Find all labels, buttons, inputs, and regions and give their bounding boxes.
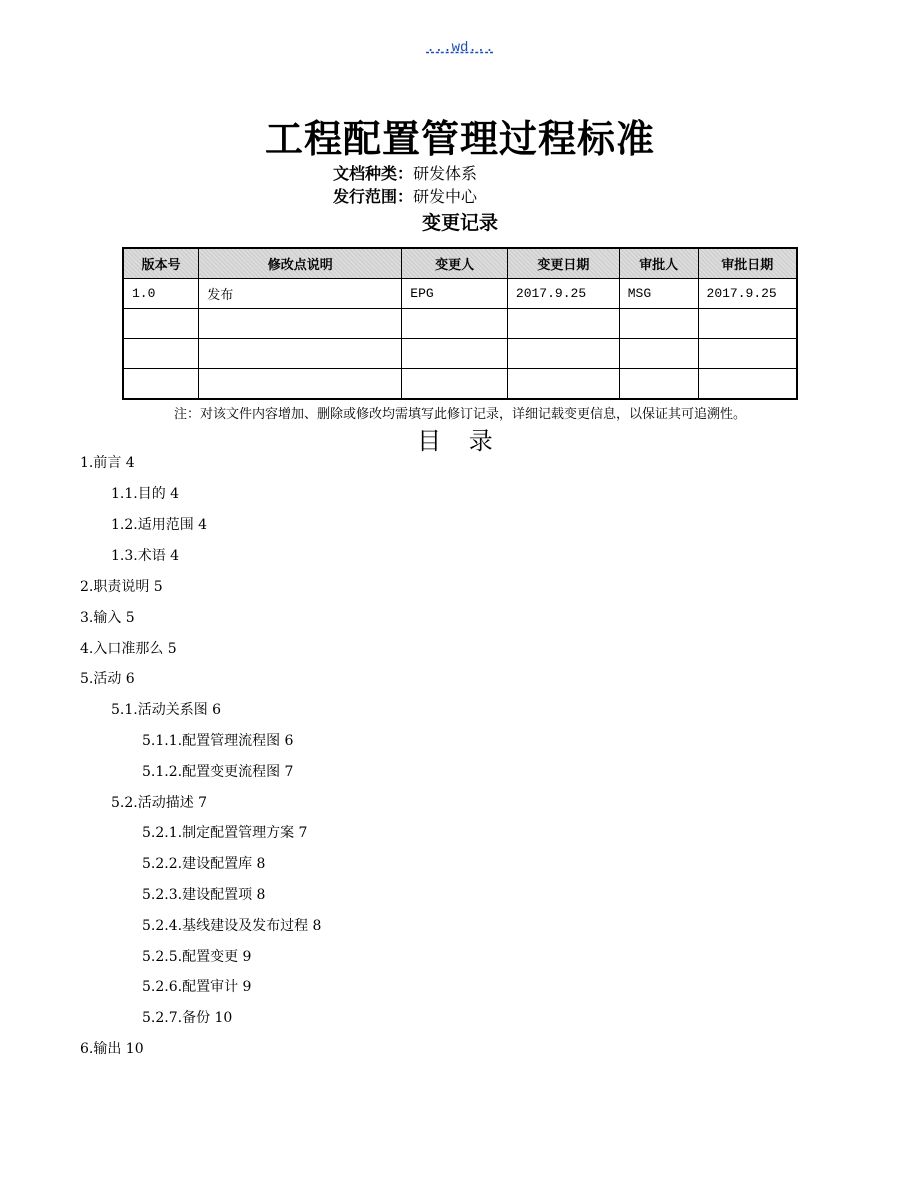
document-title: 工程配置管理过程标准	[264, 117, 655, 161]
column-header: 变更日期	[507, 248, 619, 279]
table-row	[123, 309, 797, 339]
column-header: 审批人	[619, 248, 698, 279]
table-cell	[123, 339, 199, 369]
table-cell	[619, 369, 698, 400]
table-cell: 2017.9.25	[698, 279, 797, 309]
toc-entry[interactable]: 5.1.2.配置变更流程图 7	[142, 764, 294, 780]
table-cell	[698, 369, 797, 400]
table-cell: 发布	[199, 279, 402, 309]
table-row	[123, 369, 797, 400]
toc-entry[interactable]: 1.3.术语 4	[111, 548, 180, 564]
column-header: 审批日期	[698, 248, 797, 279]
table-row	[123, 279, 797, 309]
change-log-table	[122, 247, 798, 400]
scope-label: 发行范围：	[333, 187, 414, 206]
toc-entry[interactable]: 5.2.4.基线建设及发布过程 8	[142, 918, 322, 934]
doc-type-line	[333, 161, 477, 184]
toc-entry[interactable]: 5.2.7.备份 10	[142, 1010, 233, 1026]
toc-entry[interactable]: 5.1.活动关系图 6	[111, 702, 222, 718]
table-cell	[507, 339, 619, 369]
column-header: 版本号	[123, 248, 199, 279]
table-cell	[199, 369, 402, 400]
doc-type-value: 研发体系	[413, 164, 478, 183]
toc-entry[interactable]: 1.1.目的 4	[111, 486, 180, 502]
change-log-note: 注：对该文件内容增加、删除或修改均需填写此修订记录，详细记载变更信息，以保证其可追溯性。	[173, 407, 746, 422]
table-cell	[507, 369, 619, 400]
change-log-title: 变更记录	[421, 212, 498, 234]
table-cell: EPG	[402, 279, 508, 309]
table-cell	[698, 309, 797, 339]
table-cell	[199, 309, 402, 339]
toc-entry[interactable]: 5.2.5.配置变更 9	[142, 949, 252, 965]
toc-entry[interactable]: 5.活动 6	[80, 671, 135, 687]
doc-type-label: 文档种类：	[333, 164, 414, 183]
toc-title: 目 录	[417, 427, 503, 455]
table-cell	[698, 339, 797, 369]
header-link-text[interactable]: ...wd...	[426, 40, 494, 56]
toc-entry[interactable]: 3.输入 5	[80, 610, 135, 626]
table-cell	[619, 339, 698, 369]
table-header-row	[123, 248, 797, 279]
header-link[interactable]	[0, 40, 920, 56]
toc-entry[interactable]: 1.前言 4	[80, 455, 135, 471]
scope-line	[333, 184, 477, 207]
table-cell	[199, 339, 402, 369]
toc-entry[interactable]: 6.输出 10	[80, 1041, 144, 1057]
table-cell: MSG	[619, 279, 698, 309]
table-row	[123, 339, 797, 369]
toc-entry[interactable]: 5.2.1.制定配置管理方案 7	[142, 825, 308, 841]
toc-entry[interactable]: 2.职责说明 5	[80, 579, 163, 595]
table-cell	[402, 339, 508, 369]
toc-entry[interactable]: 5.2.3.建设配置项 8	[142, 887, 266, 903]
scope-value: 研发中心	[413, 187, 478, 206]
column-header: 修改点说明	[199, 248, 402, 279]
table-cell: 2017.9.25	[507, 279, 619, 309]
table-cell	[402, 309, 508, 339]
table-cell	[402, 369, 508, 400]
table-cell	[123, 309, 199, 339]
toc-entry[interactable]: 5.1.1.配置管理流程图 6	[142, 733, 294, 749]
table-cell	[507, 309, 619, 339]
table-cell: 1.0	[123, 279, 199, 309]
table-cell	[123, 369, 199, 400]
toc-entry[interactable]: 5.2.6.配置审计 9	[142, 979, 252, 995]
toc-entry[interactable]: 5.2.活动描述 7	[111, 795, 208, 811]
toc-entry[interactable]: 5.2.2.建设配置库 8	[142, 856, 266, 872]
toc-entry[interactable]: 4.入口准那么 5	[80, 641, 177, 657]
table-cell	[619, 309, 698, 339]
column-header: 变更人	[402, 248, 508, 279]
toc-entry[interactable]: 1.2.适用范围 4	[111, 517, 208, 533]
